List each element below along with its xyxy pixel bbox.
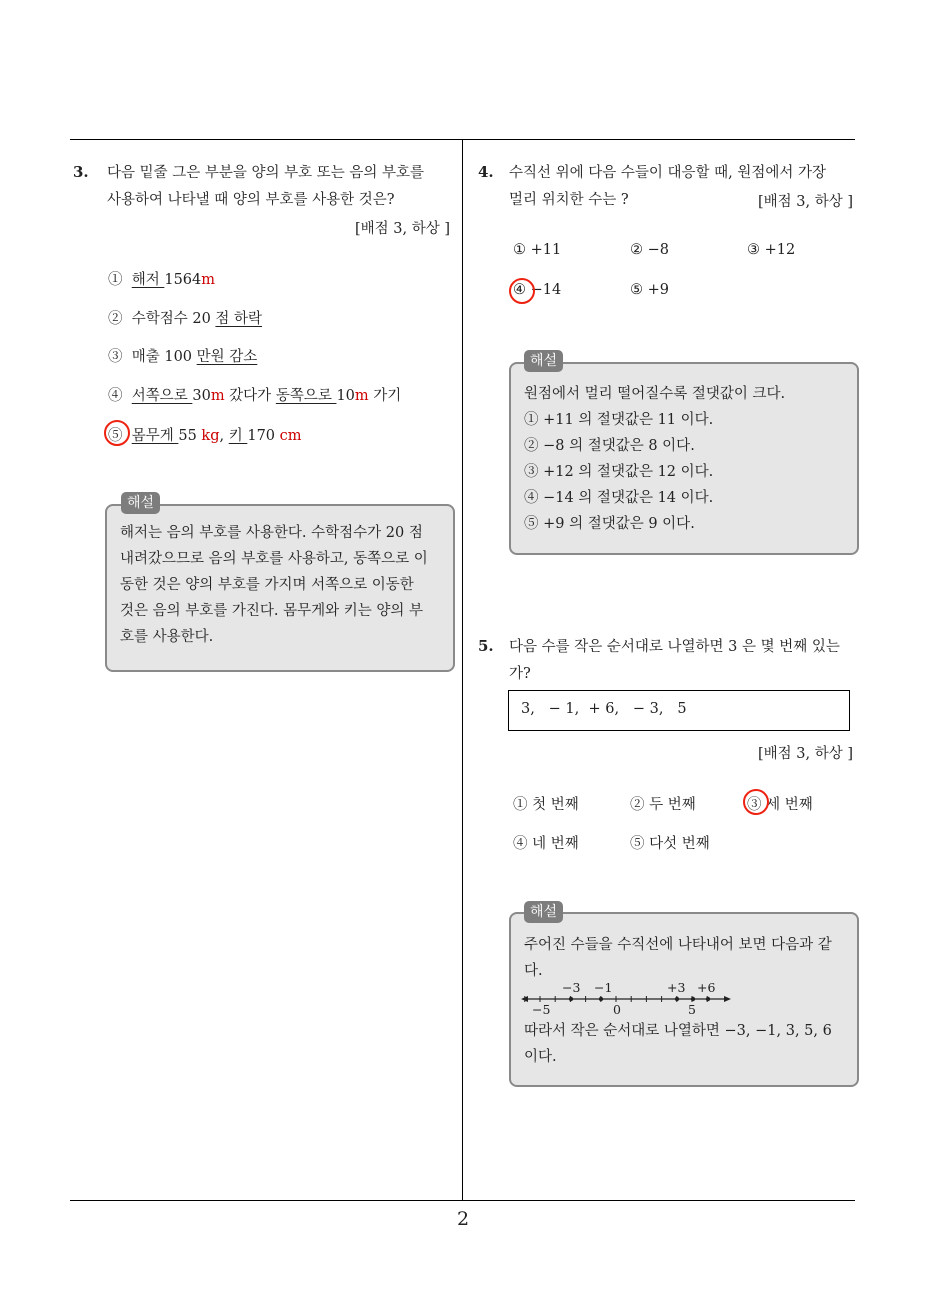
q3-text xyxy=(107,160,457,214)
q4-option-3[interactable]: ③ +12 xyxy=(747,242,796,258)
number-line-top-label: −3 xyxy=(562,980,581,995)
q3-answer-circle-icon xyxy=(104,420,130,446)
number-line-point xyxy=(706,997,710,1001)
q3-score: [배점 3, 하상 ] xyxy=(354,221,450,237)
q3-option-3-marker: ③ xyxy=(108,349,123,365)
q5-explanation-line: 주어진 수들을 수직선에 나타내어 보면 다음과 같 xyxy=(524,937,832,953)
q3-explanation-tag: 해설 xyxy=(121,492,160,514)
q4-text-line1: 수직선 위에 다음 수들이 대응할 때, 원점에서 가장 xyxy=(509,165,827,181)
q5-score: [배점 3, 하상 ] xyxy=(757,746,853,762)
q4-explanation-line: ② −8 의 절댓값은 8 이다. xyxy=(524,438,695,454)
number-line-top-label: +6 xyxy=(697,980,716,995)
number-line-point xyxy=(675,997,679,1001)
q3-option-1-marker: ① xyxy=(108,272,123,288)
q3-explanation-line: 동한 것은 양의 부호를 가지며 서쪽으로 이동한 xyxy=(120,577,414,593)
bottom-rule xyxy=(70,1200,855,1201)
q5-sequence-box xyxy=(508,690,850,731)
number-line-right-arrow-icon xyxy=(724,996,731,1002)
q4-explanation-line: ⑤ +9 의 절댓값은 9 이다. xyxy=(524,516,695,532)
number-line-point xyxy=(569,997,573,1001)
q5-explanation-line: 이다. xyxy=(524,1049,557,1065)
q4-text-line2: 멀리 위치한 수는 ? xyxy=(509,192,629,208)
q3-explanation-line: 해저는 음의 부호를 사용한다. 수학점수가 20 점 xyxy=(120,525,423,541)
q3-option-4-marker: ④ xyxy=(108,388,123,404)
q4-answer-circle-icon xyxy=(509,278,535,304)
q4-option-4[interactable]: ④ −14 xyxy=(513,282,562,298)
q5-option-3[interactable]: ③ 세 번째 xyxy=(747,797,813,813)
column-divider xyxy=(462,139,463,1201)
q5-explanation-line: 다. xyxy=(524,963,543,979)
q3-option-1[interactable]: ① 해저 1564m xyxy=(108,272,215,288)
q5-explanation-line: 따라서 작은 순서대로 나열하면 −3, −1, 3, 5, 6 xyxy=(524,1023,832,1039)
q3-explanation-text xyxy=(120,520,445,650)
q5-answer-circle-icon xyxy=(743,789,769,815)
page-number: 2 xyxy=(456,1208,470,1230)
number-line-top-label: +3 xyxy=(667,980,686,995)
q5-text-line2: 가? xyxy=(509,666,531,682)
q5-text xyxy=(509,634,861,688)
q3-explanation-line: 내려갔으므로 음의 부호를 사용하고, 동쪽으로 이 xyxy=(120,551,428,567)
q3-option-4[interactable]: ④ 서쪽으로 30m 갔다가 동쪽으로 10m 가기 xyxy=(108,388,402,404)
number-line-point xyxy=(599,997,603,1001)
q5-number-line xyxy=(521,977,736,1022)
q5-explanation-box xyxy=(509,912,859,1087)
q3-text-line1: 다음 밑줄 그은 부분을 양의 부호 또는 음의 부호를 xyxy=(107,165,425,181)
q4-option-5[interactable]: ⑤ +9 xyxy=(630,282,669,298)
q4-explanation-line: ① +11 의 절댓값은 11 이다. xyxy=(524,412,714,428)
q5-option-2[interactable]: ② 두 번째 xyxy=(630,797,696,813)
q3-option-5-marker: ⑤ xyxy=(108,428,123,444)
q5-option-1[interactable]: ① 첫 번째 xyxy=(513,797,579,813)
number-line-bottom-label: −5 xyxy=(532,1002,551,1017)
q5-option-5[interactable]: ⑤ 다섯 번째 xyxy=(630,836,710,852)
q3-option-5[interactable]: ⑤ 몸무게 55 kg, 키 170 cm xyxy=(108,428,302,444)
q3-option-2[interactable]: ② 수학점수 20 점 하락 xyxy=(108,311,263,327)
q4-explanation-tag: 해설 xyxy=(524,350,563,372)
q4-number: 4. xyxy=(478,163,494,181)
q5-explanation-bottom xyxy=(524,1018,852,1070)
q5-option-4[interactable]: ④ 네 번째 xyxy=(513,836,579,852)
number-line-point xyxy=(691,997,695,1001)
q4-explanation-line: ③ +12 의 절댓값은 12 이다. xyxy=(524,464,714,480)
q5-number: 5. xyxy=(478,637,494,655)
q4-explanation-text xyxy=(524,381,849,537)
number-line-bottom-label: 5 xyxy=(688,1002,696,1017)
q4-option-1[interactable]: ① +11 xyxy=(513,242,562,258)
q3-number: 3. xyxy=(73,163,89,181)
q4-explanation-line: ④ −14 의 절댓값은 14 이다. xyxy=(524,490,714,506)
q3-option-3[interactable]: ③ 매출 100 만원 감소 xyxy=(108,349,258,365)
q4-score: [배점 3, 하상 ] xyxy=(757,194,853,210)
q4-explanation-box xyxy=(509,362,859,555)
q5-explanation-tag: 해설 xyxy=(524,901,563,923)
q5-sequence: 3, − 1, + 6, − 3, 5 xyxy=(521,701,687,717)
q5-text-line1: 다음 수를 작은 순서대로 나열하면 3 은 몇 번째 있는 xyxy=(509,639,840,655)
q3-explanation-line: 것은 음의 부호를 가진다. 몸무게와 키는 양의 부 xyxy=(120,603,424,619)
number-line-bottom-label: 0 xyxy=(613,1002,621,1017)
q4-explanation-line: 원점에서 멀리 떨어질수록 절댓값이 크다. xyxy=(524,386,786,402)
number-line-top-label: −1 xyxy=(594,980,613,995)
q3-explanation-line: 호를 사용한다. xyxy=(120,629,214,645)
q3-explanation-box xyxy=(105,504,455,672)
q3-option-2-marker: ② xyxy=(108,311,123,327)
q3-text-line2: 사용하여 나타낼 때 양의 부호를 사용한 것은? xyxy=(107,192,395,208)
q4-option-2[interactable]: ② −8 xyxy=(630,242,669,258)
